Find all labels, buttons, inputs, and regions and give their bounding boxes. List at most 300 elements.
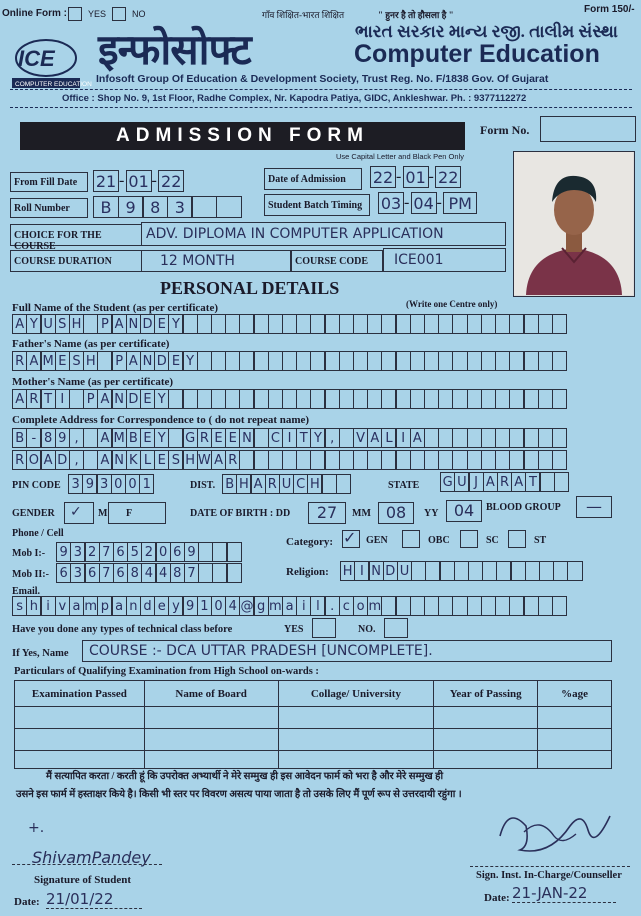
char-cell: A [97,450,112,470]
char-cell: H [83,351,98,371]
char-cell: , [69,450,84,470]
char-cell [282,389,297,409]
table-row[interactable] [15,707,612,729]
roll-number-field[interactable] [93,196,241,218]
char-cell: l [310,596,325,616]
char-cell [539,561,554,581]
mother-name-label: Mother's Name (as per certificate) [12,376,174,388]
char-cell: , [324,428,339,448]
char-cell: N [111,450,126,470]
char-cell [310,314,325,334]
fill-date-mm: 01 [126,170,152,192]
char-cell: B [126,428,141,448]
char-cell: D [55,450,70,470]
char-cell [282,450,297,470]
address-line1-field[interactable] [12,428,566,448]
char-cell: 9 [82,474,97,494]
char-cell: A [26,351,41,371]
col-university: Collage/ University [278,681,434,707]
char-cell [182,389,197,409]
admission-date-mm: 01 [403,166,429,188]
declaration-line2: उसने इस फार्म में हस्ताक्षर किये है। किसी भी स्तर पर विवरण असत्य पाया जाता है तो उसके लिए मैं पूर्ण रूप से उत्तरदायी रहुंगा । [16,789,462,800]
category-obc-label: OBC [428,535,450,546]
char-cell: p [97,596,112,616]
char-cell [83,428,98,448]
student-date-value[interactable]: 21/01/22 [46,890,142,909]
tech-yes-label: YES [284,624,304,635]
category-gen-mark: ✓ [343,528,357,547]
course-choice-field[interactable]: ADV. DIPLOMA IN COMPUTER APPLICATION [141,222,506,246]
char-cell [438,428,453,448]
fill-date-label: From Fill Date [10,172,88,192]
full-name-label: Full Name of the Student (as per certificate) [12,302,218,314]
char-cell: 9 [55,428,70,448]
char-cell [424,428,439,448]
char-cell [452,389,467,409]
char-cell: A [12,389,27,409]
char-cell: 6 [113,563,128,583]
incharge-date-value[interactable]: 21-JAN-22 [512,884,616,903]
char-cell [310,389,325,409]
char-cell: 0 [211,596,226,616]
gender-f-label: F [126,508,133,519]
char-cell [424,351,439,371]
char-cell: 8 [170,563,185,583]
form-no-field[interactable] [540,116,636,142]
char-cell [481,428,496,448]
char-cell: . [324,596,339,616]
religion-field[interactable] [340,561,581,581]
char-cell: y [168,596,183,616]
char-cell: Y [182,351,197,371]
char-cell [268,314,283,334]
char-cell: R [497,472,512,492]
char-cell [510,561,525,581]
admission-date-yy: 22 [435,166,461,188]
category-label: Category: [286,536,334,548]
col-exam-passed: Examination Passed [15,681,145,707]
char-cell: a [111,596,126,616]
char-cell: I [354,561,369,581]
form-title: ADMISSION FORM [20,122,465,150]
if-yes-name-field[interactable]: COURSE :- DCA UTTAR PRADESH [UNCOMPLETE]. [82,640,612,662]
char-cell: 3 [70,563,85,583]
char-cell: D [140,314,155,334]
char-cell [239,314,254,334]
char-cell: 6 [113,542,128,562]
father-name-label: Father's Name (as per certificate) [12,338,170,350]
char-cell: E [140,428,155,448]
char-cell [339,428,354,448]
char-cell [168,389,183,409]
char-cell [197,314,212,334]
char-cell: o [353,596,368,616]
char-cell: H [69,314,84,334]
char-cell [495,596,510,616]
district-label: DIST. [190,480,216,491]
batch-timing-field[interactable]: 03 - 04 - PM [378,192,476,214]
char-cell: A [126,351,141,371]
online-no-label: NO [132,9,146,19]
char-cell: P [97,314,112,334]
char-cell [523,428,538,448]
char-cell [324,389,339,409]
char-cell: n [126,596,141,616]
char-cell: L [381,428,396,448]
char-cell [296,351,311,371]
char-cell: e [154,596,169,616]
batch-hour: 03 [378,192,404,214]
char-cell [324,351,339,371]
char-cell: 3 [70,542,85,562]
char-cell [268,389,283,409]
roll-digit: B [93,196,119,218]
district-field[interactable] [222,474,350,494]
gender-f-box[interactable] [108,502,166,524]
char-cell [310,351,325,371]
table-row[interactable] [15,751,612,769]
char-cell: C [293,474,308,494]
char-cell: R [12,450,27,470]
student-initial-mark: +. [28,820,45,836]
char-cell: A [483,472,498,492]
char-cell: E [140,389,155,409]
char-cell [367,351,382,371]
char-cell [467,389,482,409]
char-cell [395,314,410,334]
col-percentage: %age [538,681,612,707]
char-cell [495,389,510,409]
gender-label: GENDER [12,508,55,519]
char-cell: m [83,596,98,616]
char-cell [467,450,482,470]
tech-no-checkbox[interactable] [384,618,408,638]
char-cell [211,351,226,371]
online-yes-checkbox[interactable] [68,7,82,21]
char-cell: E [168,351,183,371]
fill-date-field[interactable]: 21 - 01 - 22 [93,170,183,192]
tech-class-label: Have you done any types of technical class before [12,624,233,635]
declaration-line1: मैं सत्यापित करता / करती हूं कि उपरोक्त अभ्यार्थी ने मेरे सम्मुख ही इस आवेदन फार्म को भरा है और मेरे सम्मुख ही [46,771,444,782]
char-cell [552,389,567,409]
char-cell: H [307,474,322,494]
char-cell: h [26,596,41,616]
char-cell: D [126,389,141,409]
char-cell: A [12,314,27,334]
char-cell [538,351,553,371]
char-cell: 3 [68,474,83,494]
char-cell [182,314,197,334]
char-cell [482,561,497,581]
char-cell [339,314,354,334]
blood-group-field[interactable]: — [576,496,612,518]
tech-yes-checkbox[interactable] [312,618,336,638]
char-cell [282,314,297,334]
char-cell [438,450,453,470]
char-cell [253,389,268,409]
char-cell: A [511,472,526,492]
student-sign-line [12,864,162,865]
char-cell [239,389,254,409]
char-cell: Y [154,389,169,409]
incharge-signature [490,796,620,866]
char-cell [410,314,425,334]
char-cell: @ [239,596,254,616]
online-yes-label: YES [88,9,107,19]
char-cell: P [83,389,98,409]
category-st-label: ST [534,535,547,546]
char-cell [282,351,297,371]
char-cell: R [265,474,280,494]
gender-m-label: M [98,508,108,519]
roll-digit [191,196,217,218]
char-cell [495,314,510,334]
char-cell: W [197,450,212,470]
online-form-label: Online Form : [2,8,67,19]
char-cell: 6 [170,542,185,562]
address-line2-field[interactable] [12,450,566,470]
char-cell [339,450,354,470]
char-cell: R [12,351,27,371]
char-cell: c [339,596,354,616]
roll-digit: 3 [167,196,193,218]
char-cell: H [182,450,197,470]
char-cell: v [55,596,70,616]
char-cell [310,450,325,470]
pin-code-field[interactable] [68,474,153,494]
char-cell: 4 [225,596,240,616]
char-cell: N [239,428,254,448]
char-cell [509,428,524,448]
char-cell [367,450,382,470]
char-cell: I [55,389,70,409]
admission-date-label: Date of Admission [264,168,362,190]
char-cell: C [268,428,283,448]
char-cell [523,351,538,371]
mob2-field[interactable] [56,563,241,583]
religion-label: Religion: [286,566,329,578]
char-cell [395,351,410,371]
char-cell [198,563,213,583]
char-cell [509,596,524,616]
category-gen-label: GEN [366,535,388,546]
char-cell: a [69,596,84,616]
char-cell: I [395,428,410,448]
char-cell [438,351,453,371]
char-cell [211,314,226,334]
char-cell: i [40,596,55,616]
dob-label: DATE OF BIRTH : DD [190,508,291,519]
char-cell [296,314,311,334]
char-cell: Y [168,314,183,334]
char-cell: 7 [99,542,114,562]
char-cell: M [40,351,55,371]
tech-no-label: NO. [358,624,376,635]
pin-code-label: PIN CODE [12,480,61,491]
roll-digit [216,196,242,218]
char-cell: M [111,428,126,448]
char-cell [552,596,567,616]
category-st-checkbox[interactable] [508,530,526,548]
char-cell [336,474,351,494]
char-cell [481,596,496,616]
char-cell [468,561,483,581]
col-year: Year of Passing [434,681,538,707]
header-divider [10,89,632,90]
char-cell [452,351,467,371]
char-cell [509,389,524,409]
dob-month-field[interactable]: 08 [378,502,414,524]
state-label: STATE [388,480,420,491]
gujarati-line: ભારત સરકાર માન્ય રજી. તાલીમ સંસ્થા [355,22,618,41]
char-cell [324,450,339,470]
char-cell: 1 [197,596,212,616]
char-cell [539,472,554,492]
header-divider-2 [10,107,632,108]
char-cell [226,542,241,562]
char-cell: 9 [182,596,197,616]
char-cell [438,389,453,409]
course-code-field[interactable]: ICE001 [383,248,506,272]
char-cell [438,314,453,334]
char-cell: A [250,474,265,494]
char-cell [523,314,538,334]
char-cell [425,561,440,581]
category-sc-checkbox[interactable] [460,530,478,548]
char-cell [481,389,496,409]
char-cell [495,450,510,470]
char-cell: R [197,428,212,448]
char-cell: I [282,428,297,448]
char-cell: 5 [127,542,142,562]
mob1-field[interactable] [56,542,241,562]
char-cell [268,351,283,371]
char-cell [83,314,98,334]
char-cell: H [236,474,251,494]
col-board: Name of Board [144,681,278,707]
char-cell: E [211,428,226,448]
char-cell: N [140,351,155,371]
char-cell [253,450,268,470]
char-cell [168,428,183,448]
char-cell [381,596,396,616]
char-cell [538,596,553,616]
char-cell [552,351,567,371]
char-cell: 9 [184,542,199,562]
char-cell: B [12,428,27,448]
char-cell: 4 [141,563,156,583]
category-obc-checkbox[interactable] [402,530,420,548]
gender-m-mark: ✓ [70,504,82,520]
char-cell [525,561,540,581]
dob-month-label: MM [352,508,371,519]
char-cell [324,314,339,334]
char-cell: 6 [84,563,99,583]
char-cell: N [368,561,383,581]
char-cell [253,351,268,371]
char-cell [538,450,553,470]
char-cell: 2 [141,542,156,562]
char-cell [296,389,311,409]
phone-label: Phone / Cell [12,528,64,539]
dob-day-field[interactable]: 27 [308,502,346,524]
char-cell: T [525,472,540,492]
char-cell [211,389,226,409]
char-cell [523,389,538,409]
char-cell: Y [26,314,41,334]
char-cell: 9 [56,542,71,562]
char-cell [253,314,268,334]
char-cell: S [168,450,183,470]
char-cell: 7 [99,563,114,583]
full-name-field[interactable] [12,314,566,334]
char-cell [439,561,454,581]
mob2-label: Mob II:- [12,569,49,580]
char-cell [381,351,396,371]
char-cell [424,389,439,409]
char-cell [452,428,467,448]
english-brand-name: Computer Education [354,40,600,68]
char-cell [538,428,553,448]
char-cell [554,472,569,492]
char-cell [424,314,439,334]
char-cell: 0 [111,474,126,494]
address-label: Complete Address for Correspondence to ( do not repeat name) [12,414,310,426]
char-cell [552,428,567,448]
char-cell [523,450,538,470]
admission-date-field[interactable]: 22 - 01 - 22 [370,166,460,188]
logo-text: ICE [18,46,55,71]
char-cell [321,474,336,494]
char-cell [467,596,482,616]
char-cell [509,450,524,470]
qualifying-table [14,680,612,769]
online-no-checkbox[interactable] [112,7,126,21]
char-cell: 8 [127,563,142,583]
course-duration-field[interactable]: 12 MONTH [141,250,291,272]
char-cell [381,389,396,409]
char-cell [452,314,467,334]
char-cell [296,450,311,470]
char-cell: S [69,351,84,371]
table-row[interactable] [15,729,612,751]
char-cell [523,596,538,616]
state-field[interactable] [440,472,568,492]
char-cell: 8 [40,428,55,448]
char-cell: 1 [139,474,154,494]
incharge-sign-line [470,866,630,867]
char-cell: g [253,596,268,616]
fill-date-yy: 22 [158,170,184,192]
email-field[interactable] [12,596,566,616]
char-cell: N [126,314,141,334]
char-cell [353,389,368,409]
char-cell: S [55,314,70,334]
char-cell: A [97,428,112,448]
student-signature-label: Signature of Student [34,874,131,886]
char-cell [381,314,396,334]
char-cell [454,561,469,581]
mother-name-field[interactable] [12,389,566,409]
char-cell [395,389,410,409]
char-cell [509,351,524,371]
char-cell [225,389,240,409]
char-cell [452,596,467,616]
char-cell: Y [310,428,325,448]
dob-year-field[interactable]: 04 [446,500,482,522]
father-name-field[interactable] [12,351,566,371]
char-cell: T [296,428,311,448]
